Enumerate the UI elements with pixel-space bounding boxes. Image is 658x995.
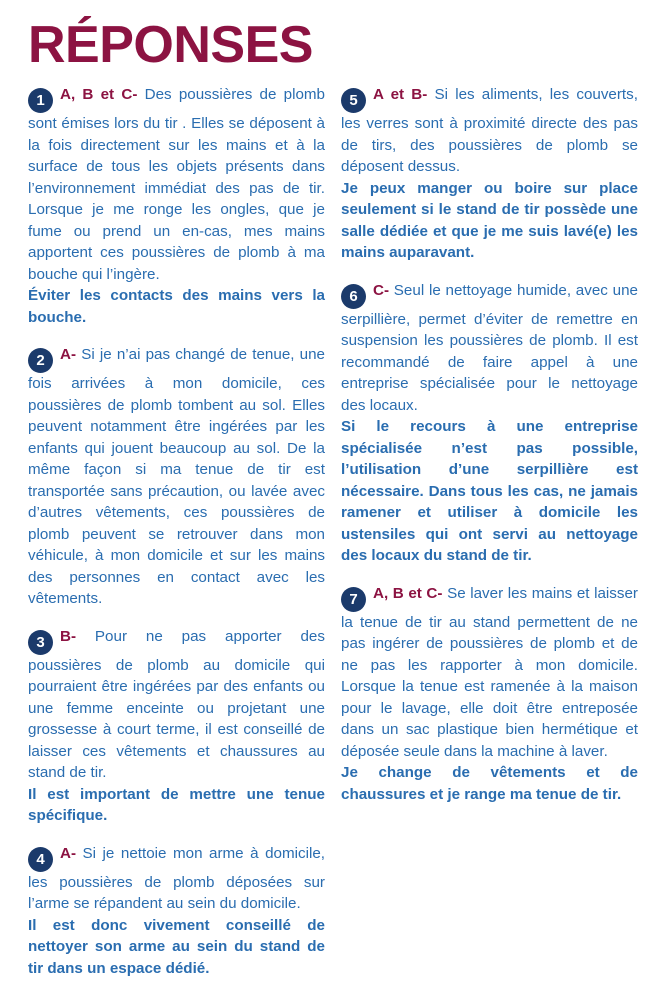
- answer-item: [341, 280, 638, 567]
- answer-letters: C: [373, 281, 384, 299]
- answer-dash: -: [70, 627, 77, 645]
- answer-letters: A: [60, 844, 71, 862]
- answer-number-badge: 3: [28, 630, 53, 655]
- answer-conclusion: Il est important de mettre une tenue spécifique.: [28, 785, 325, 824]
- answer-body-text: Des poussières de plomb sont émises lors du tir . Elles se déposent à la fois directement sur les mains et à la surface de tous les objets présents dans l’environnement immédiat des pas de tir. Lorsque je me ronge les ongles, que je fume ou prend un en-cas, mes mains apportent ces poussières de plomb à ma bouche qui l’ingère.: [28, 86, 325, 283]
- answer-conclusion: Il est donc vivement conseillé de nettoyer son arme au sein du stand de tir dans un espace dédié.: [28, 916, 325, 977]
- answer-body-paragraph: [341, 280, 638, 417]
- answer-number-badge: 7: [341, 587, 366, 612]
- answer-letters: A, B et C: [60, 86, 133, 103]
- answer-conclusion: Je change de vêtements et de chaussures et je range ma tenue de tir.: [341, 764, 638, 803]
- answer-body-text: Pour ne pas apporter des poussières de plomb au domicile qui pourraient être ingérées par des enfants ou une femme enceinte ou projetant une grossesse à court terme, il est conseillé de laisser ces vêtements et chaussures au stand de tir.: [28, 627, 325, 781]
- answer-body-paragraph: [28, 84, 325, 285]
- answer-body-paragraph: [341, 84, 638, 178]
- answer-number-badge: 6: [341, 284, 366, 309]
- answer-conclusion: Je peux manger ou boire sur place seulement si le stand de tir possède une salle dédiée et que je me suis lavé(e) les mains auparavant.: [341, 179, 638, 261]
- answer-number-badge: 4: [28, 847, 53, 872]
- answer-item: [341, 84, 638, 264]
- answer-conclusion: Éviter les contacts des mains vers la bouche.: [28, 287, 325, 326]
- answers-columns: [0, 74, 658, 995]
- answer-item: [28, 626, 325, 827]
- answer-item: [28, 843, 325, 980]
- answer-body-paragraph: [341, 583, 638, 763]
- answer-dash: -: [383, 281, 390, 299]
- answer-body-text: Si je nettoie mon arme à domicile, les poussières de plomb déposées sur l’arme se répandent au sein du domicile.: [28, 844, 325, 912]
- answer-conclusion: Si le recours à une entreprise spécialisée n’est pas possible, l’utilisation d’une serpillière est nécessaire. Dans tous les cas, ne jamais ramener et utiliser à domicile les ustensiles qui ont servi au nettoyage des locaux du stand de tir.: [341, 418, 638, 564]
- answer-letters: A, B et C: [373, 584, 438, 602]
- answer-item: [28, 344, 325, 610]
- answer-dash: -: [132, 86, 138, 103]
- answer-dash: -: [422, 86, 428, 103]
- answer-dash: -: [70, 844, 77, 862]
- answer-body-text: Seul le nettoyage humide, avec une serpillière, permet d’éviter de remettre en suspension les poussières de plomb. Il est recommandé de faire appel à une entreprise spécialisée pour le nettoyage des locaux.: [341, 281, 638, 414]
- answer-number-badge: 2: [28, 348, 53, 373]
- answer-body-paragraph: [28, 344, 325, 610]
- answer-letters: A et B: [373, 86, 423, 103]
- answer-body-text: Si je n’ai pas changé de tenue, une fois arrivées à mon domicile, ces poussières de plomb tombent au sol. Elles peuvent notamment être ingérées par les enfants qui jouent beaucoup au sol. De la même façon si ma tenue de tir est transportée sans précaution, ou lavée avec d’autres vêtements, ces poussières de plomb peuvent se retrouver dans mon véhicule, à mon domicile et sur les mains des personnes en contact avec les vêtements.: [28, 346, 325, 607]
- answer-body-text: Se laver les mains et laisser la tenue de tir au stand permettent de ne pas ingérer de poussières de plomb et de ne pas les rapporter à mon domicile. Lorsque la tenue est ramenée à la maison pour le lavage, elle doit être entreposée dans un sac plastique bien hermétique et déposée seule dans la machine à laver.: [341, 584, 638, 760]
- answer-letters: A: [60, 346, 71, 363]
- answer-body-text: Si les aliments, les couverts, les verres sont à proximité directe des pas de tirs, des poussières de plomb se déposent dessus.: [341, 86, 638, 175]
- answer-body-paragraph: [28, 626, 325, 784]
- answer-item: [28, 84, 325, 328]
- answer-dash: -: [437, 584, 443, 602]
- answer-dash: -: [70, 346, 77, 363]
- page-title: RÉPONSES: [28, 16, 313, 74]
- answer-letters: B: [60, 627, 71, 645]
- left-column: [28, 84, 325, 995]
- answer-number-badge: 5: [341, 88, 366, 113]
- answer-body-paragraph: [28, 843, 325, 915]
- answer-number-badge: 1: [28, 88, 53, 113]
- right-column: [341, 84, 638, 995]
- answer-item: [341, 583, 638, 806]
